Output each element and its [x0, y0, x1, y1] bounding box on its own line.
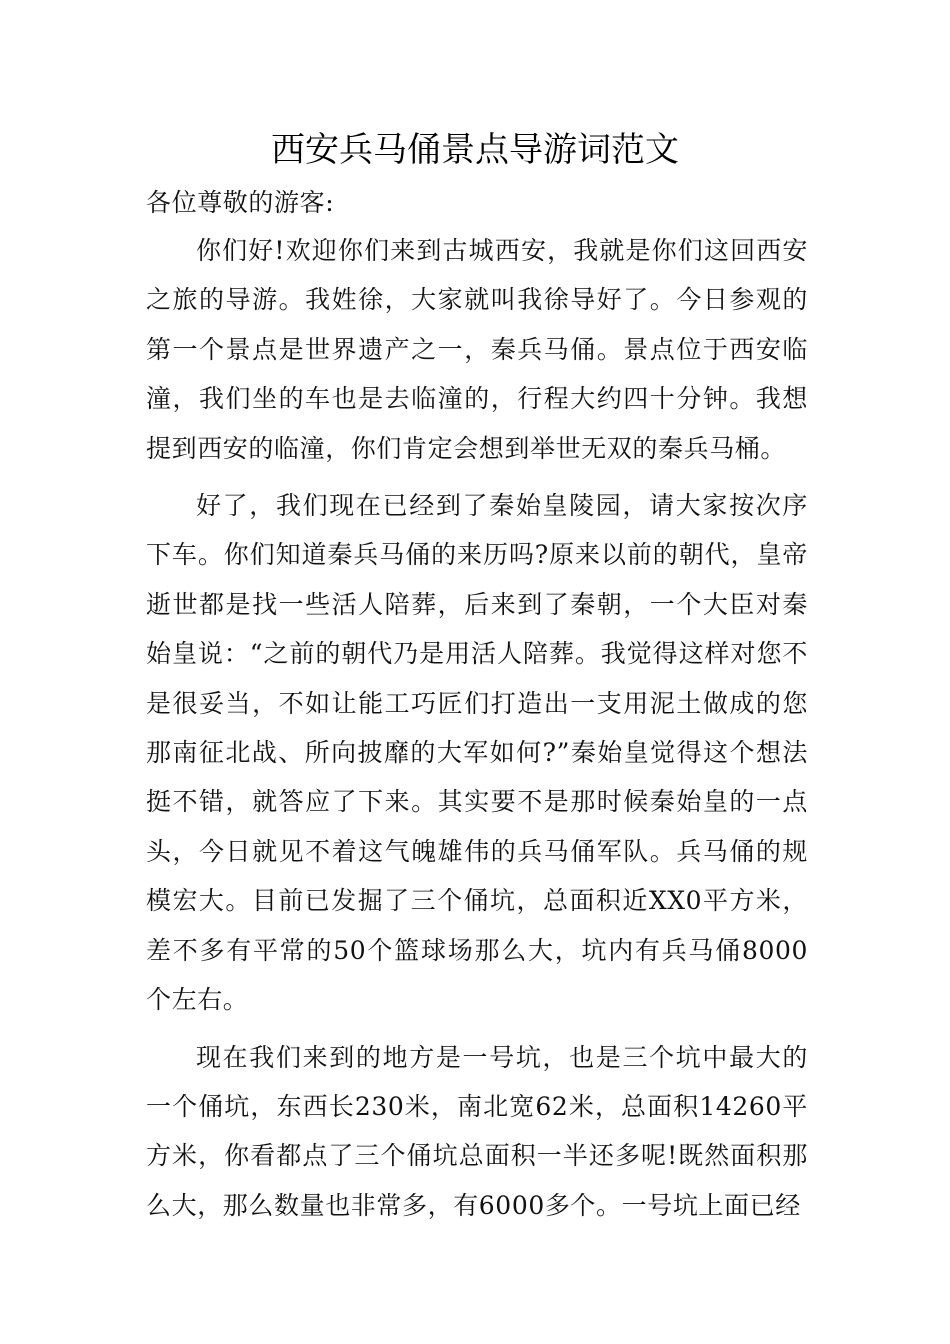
- document-title: 西安兵马俑景点导游词范文: [271, 130, 679, 170]
- greeting-line: 各位尊敬的游客:: [146, 188, 335, 217]
- paragraph-welcome: 你们好!欢迎你们来到古城西安，我就是你们这回西安之旅的导游。我姓徐，大家就叫我徐导好了。今日参观的第一个景点是世界遗产之一，秦兵马俑。景点位于西安临潼，我们坐的车也是去临潼的，行程大约四十分钟。我想提到西安的临潼，你们肯定会想到举世无双的秦兵马桶。: [146, 236, 808, 463]
- paragraph-history: 好了，我们现在已经到了秦始皇陵园，请大家按次序下车。你们知道秦兵马俑的来历吗?原来以前的朝代，皇帝逝世都是找一些活人陪葬，后来到了秦朝，一个大臣对秦始皇说：“之前的朝代乃是用活人陪葬。我觉得这样对您不是很妥当，不如让能工巧匠们打造出一支用泥土做成的您那南征北战、所向披靡的大军如何?”秦始皇觉得这个想法挺不错，就答应了下来。其实要不是那时候秦始皇的一点头，今日就见不着这气魄雄伟的兵马俑军队。兵马俑的规模宏大。目前已发掘了三个俑坑，总面积近XX0平方米，差不多有平常的50个篮球场那么大，坑内有兵马俑8000个左右。: [146, 491, 808, 1015]
- document-body: [146, 180, 808, 1230]
- paragraph-pit-one: 现在我们来到的地方是一号坑，也是三个坑中最大的一个俑坑，东西长230米，南北宽62米，总面积14260平方米，你看都点了三个俑坑总面积一半还多呢!既然面积那么大，那么数量也非常多，有6000多个。一号坑上面已经: [146, 1042, 808, 1220]
